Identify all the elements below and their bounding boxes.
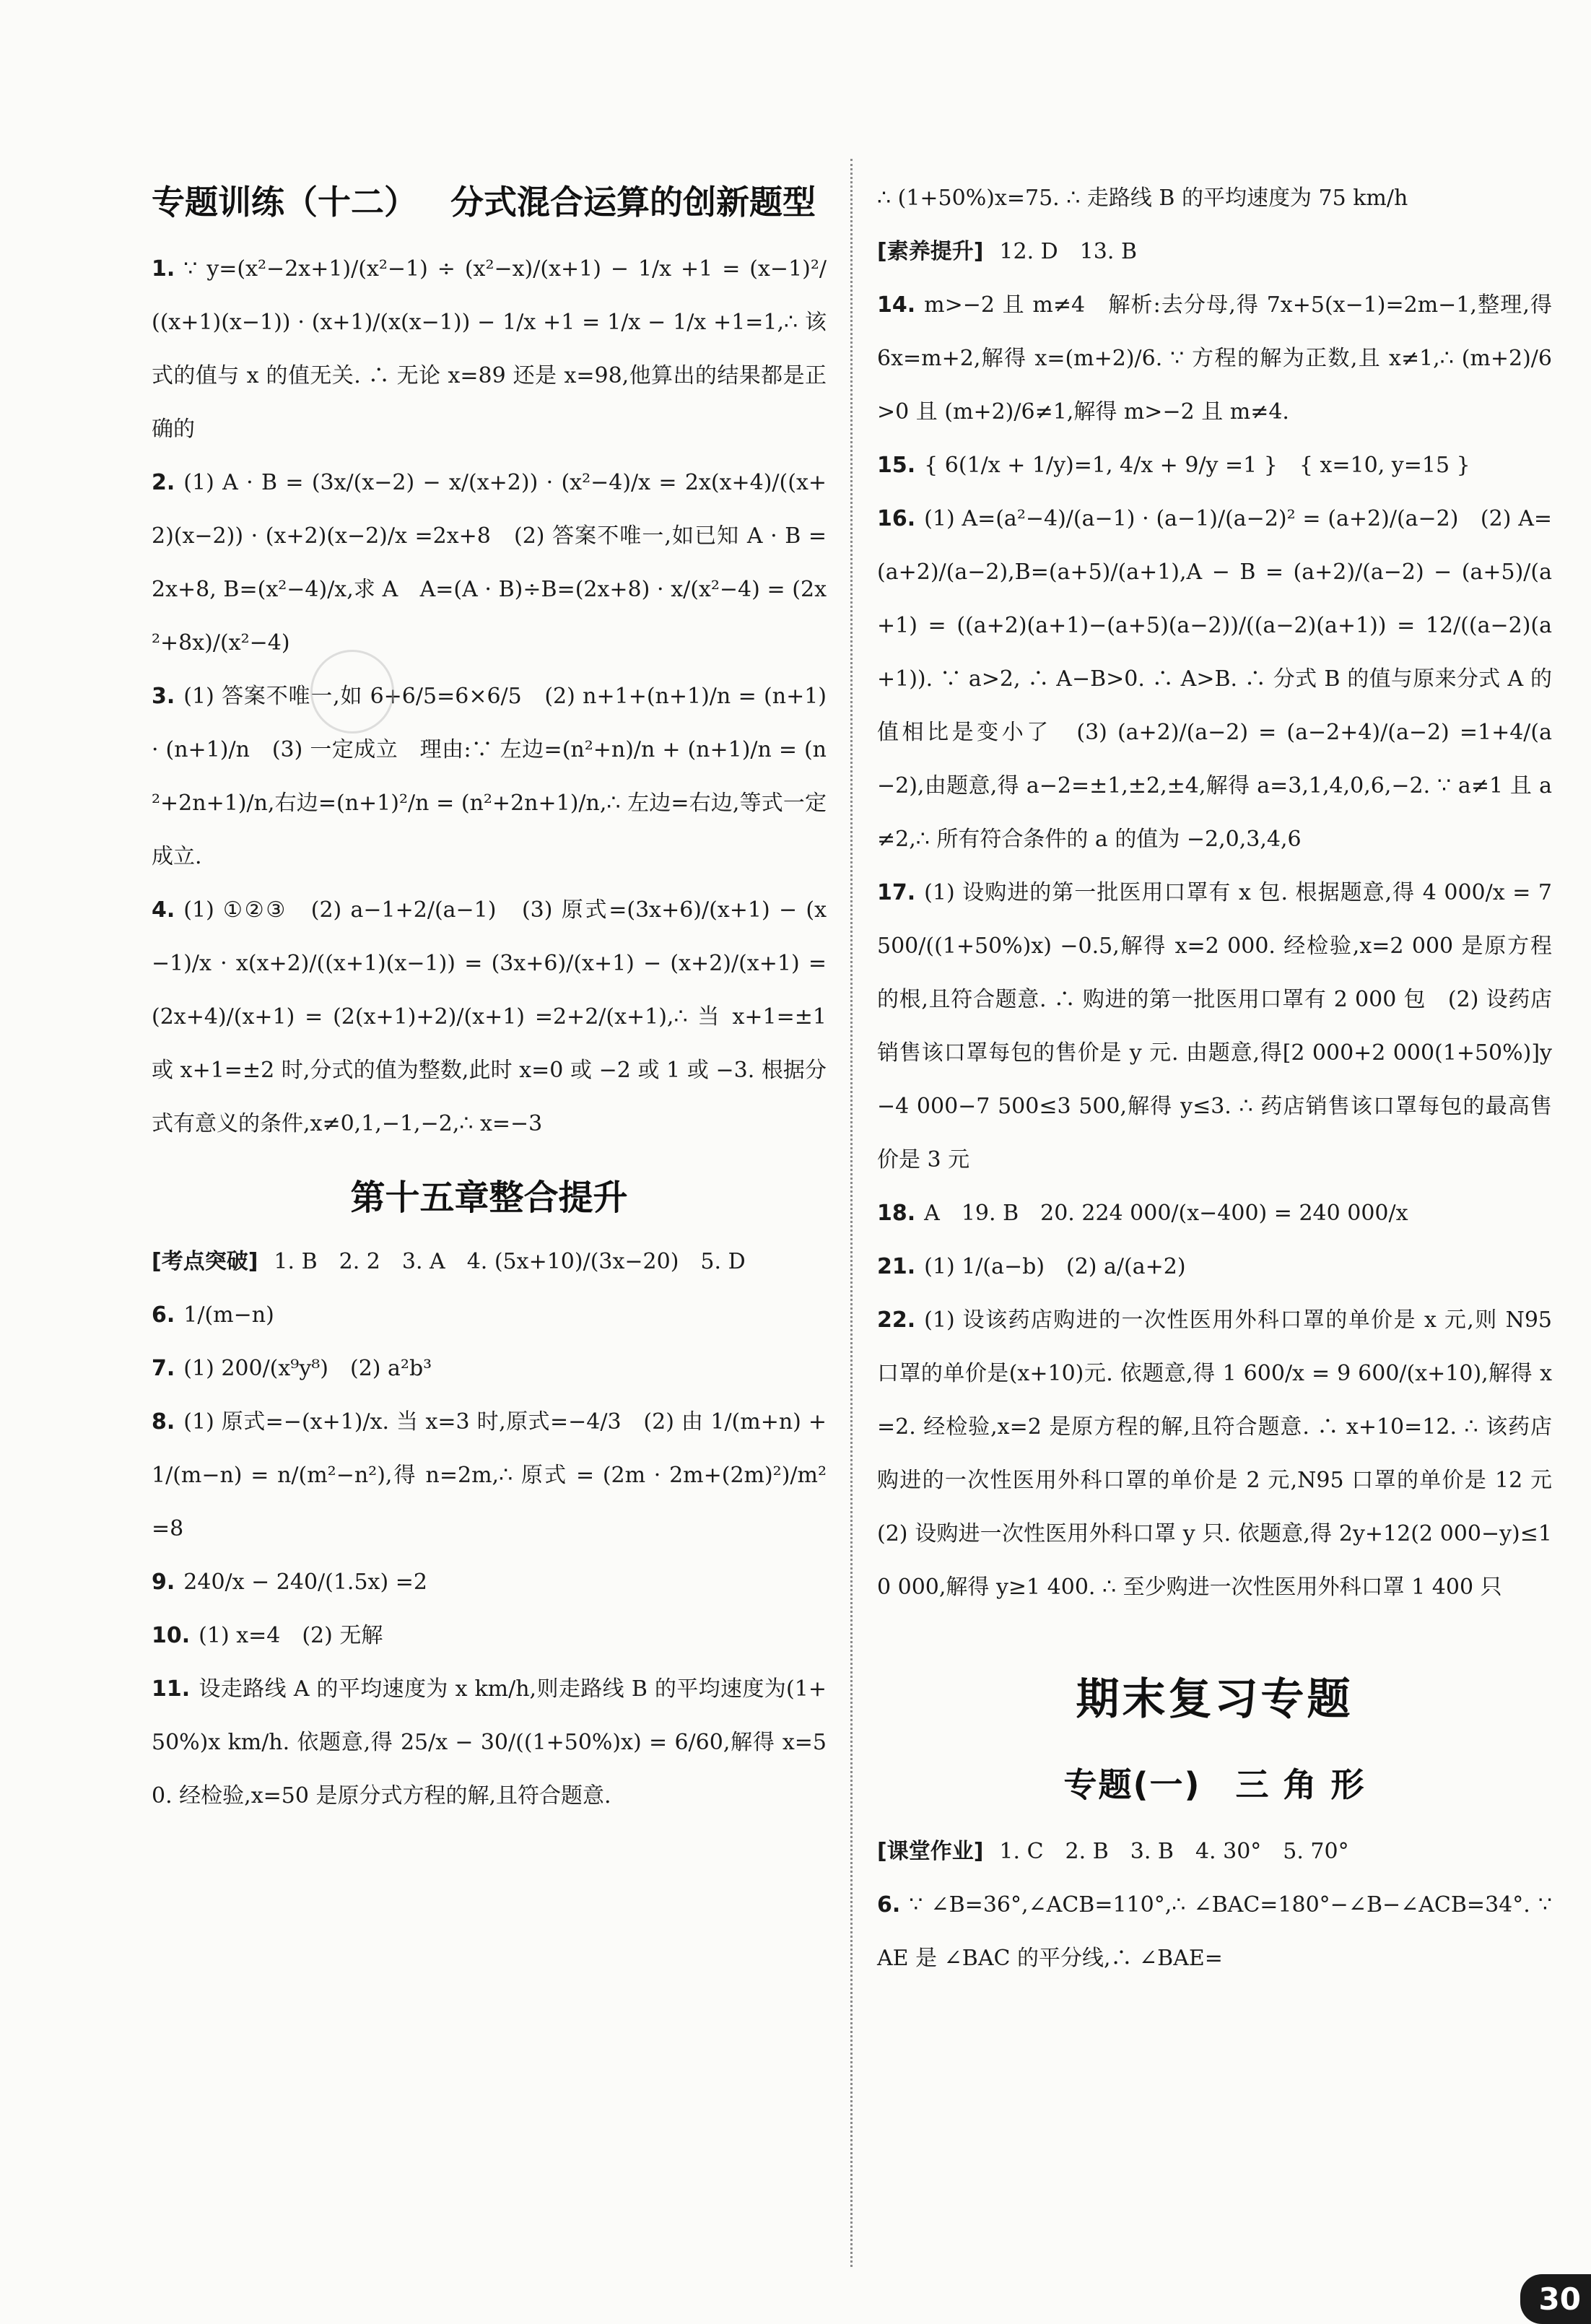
answer-8: 8. (1) 原式=−(x+1)/x. 当 x=3 时,原式=−4/3 (2) 由 1/(m+n) + 1/(m−n) = n/(m²−n²),得 n=2m,∴ 原式 = (2m · 2m+(2m)²)/m² =8 xyxy=(152,1409,827,1541)
section-title-main: 专题训练（十二） xyxy=(152,183,417,222)
answer-10: 10. (1) x=4 (2) 无解 xyxy=(152,1623,383,1648)
answer-9: 9. 240/x − 240/(1.5x) =2 xyxy=(152,1570,427,1595)
answer-18-20: 18. A 19. B 20. 224 000/(x−400) = 240 000/x xyxy=(877,1201,1408,1226)
topic-title: 专题(一) 三 角 形 xyxy=(1063,1765,1366,1804)
answer-14: 14. m>−2 且 m≠4 解析:去分母,得 7x+5(x−1)=2m−1,整理,得 6x=m+2,解得 x=(m+2)/6. ∵ 方程的解为正数,且 x≠1,∴ (m+2)/6>0 且 (m+2)/6≠1,解得 m>−2 且 m≠4. xyxy=(877,292,1552,425)
answer-key-points: [考点突破] 1. B 2. 2 3. A 4. (5x+10)/(3x−20) 5. D xyxy=(152,1249,746,1274)
answer-classwork: [课堂作业] 1. C 2. B 3. B 4. 30° 5. 70° xyxy=(877,1839,1349,1864)
chapter-title: 第十五章整合提升 xyxy=(350,1178,628,1218)
answer-21: 21. (1) 1/(a−b) (2) a/(a+2) xyxy=(877,1254,1186,1279)
right-column xyxy=(877,0,1574,2324)
answer-6: 6. 1/(m−n) xyxy=(152,1302,274,1328)
final-review-title: 期末复习专题 xyxy=(1076,1674,1354,1725)
answer-17: 17. (1) 设购进的第一批医用口罩有 x 包. 根据题意,得 4 000/x = 7 500/((1+50%)x) −0.5,解得 x=2 000. 经检验,x=2 000 是原方程的根,且符合题意. ∴ 购进的第一批医用口罩有 2 000 包 (2) 设药店销售该口罩每包的售价是 y 元. 由题意,得[2 000+2 000(1+50%)]y−4 000−7 500≤3 500,解得 y≤3. ∴ 药店销售该口罩每包的最高售价是 3 元 xyxy=(877,880,1552,1172)
answer-literacy-boost: [素养提升] 12. D 13. B xyxy=(877,239,1138,264)
answer-16: 16. (1) A=(a²−4)/(a−1) · (a−1)/(a−2)² = (a+2)/(a−2) (2) A=(a+2)/(a−2),B=(a+5)/(a+1),A − B = (a+2)/(a−2) − (a+5)/(a+1) = ((a+2)(a+1)−(a+5)(a−2))/((a−2)(a+1)) = 12/((a−2)(a+1)). ∵ a>2, ∴ A−B>0. ∴ A>B. ∴ 分式 B 的值与原来分式 A 的值相比是变小了 (3) (a+2)/(a−2) = (a−2+4)/(a−2) =1+4/(a−2),由题意,得 a−2=±1,±2,±4,解得 a=3,1,4,0,6,−2. ∵ a≠1 且 a≠2,∴ 所有符合条件的 a 的值为 −2,0,3,4,6 xyxy=(877,506,1552,852)
answer-triangle-6: 6. ∵ ∠B=36°,∠ACB=110°,∴ ∠BAC=180°−∠B−∠ACB=34°. ∵ AE 是 ∠BAC 的平分线,∴ ∠BAE= xyxy=(877,1892,1552,1971)
answer-7: 7. (1) 200/(x⁹y⁸) (2) a²b³ xyxy=(152,1356,432,1381)
answer-2: 2. (1) A · B = (3x/(x−2) − x/(x+2)) · (x²−4)/x = 2x(x+4)/((x+2)(x−2)) · (x+2)(x−2)/x =2x+8 (2) 答案不唯一,如已知 A · B = 2x+8, B=(x²−4)/x,求 A A=(A · B)÷B=(2x+8) · x/(x²−4) = (2x²+8x)/(x²−4) xyxy=(152,470,827,656)
section-title xyxy=(152,176,827,224)
answer-11-continued: ∴ (1+50%)x=75. ∴ 走路线 B 的平均速度为 75 km/h xyxy=(877,186,1408,211)
answer-22: 22. (1) 设该药店购进的一次性医用外科口罩的单价是 x 元,则 N95 口罩的单价是(x+10)元. 依题意,得 1 600/x = 9 600/(x+10),解得 x=2. 经检验,x=2 是原方程的解,且符合题意. ∴ x+10=12. ∴ 该药店购进的一次性医用外科口罩的单价是 2 元,N95 口罩的单价是 12 元 (2) 设购进一次性医用外科口罩 y 只. 依题意,得 2y+12(2 000−y)≤10 000,解得 y≥1 400. ∴ 至少购进一次性医用外科口罩 1 400 只 xyxy=(877,1307,1574,1600)
answer-3: 3. (1) 答案不唯一,如 6+6/5=6×6/5 (2) n+1+(n+1)/n = (n+1) · (n+1)/n (3) 一定成立 理由:∵ 左边=(n²+n)/n + (n+1)/n = (n²+2n+1)/n,右边=(n+1)²/n = (n²+2n+1)/n,∴ 左边=右边,等式一定成立. xyxy=(152,684,827,869)
section-title-topic: 分式混合运算的创新题型 xyxy=(450,183,816,222)
answer-4: 4. (1) ①②③ (2) a−1+2/(a−1) (3) 原式=(3x+6)/(x+1) − (x−1)/x · x(x+2)/((x+1)(x−1)) = (3x+6)/(x+1) − (x+2)/(x+1) = (2x+4)/(x+1) = (2(x+1)+2)/(x+1) =2+2/(x+1),∴ 当 x+1=±1 或 x+1=±2 时,分式的值为整数,此时 x=0 或 −2 或 1 或 −3. 根据分式有意义的条件,x≠0,1,−1,−2,∴ x=−3 xyxy=(152,897,827,1136)
stamp-mark xyxy=(310,650,394,734)
column-divider xyxy=(850,159,853,2267)
left-column xyxy=(152,0,827,2324)
answer-11: 11. 设走路线 A 的平均速度为 x km/h,则走路线 B 的平均速度为(1+50%)x km/h. 依题意,得 25/x − 30/((1+50%)x) = 6/60,解得 x=50. 经检验,x=50 是原分式方程的解,且符合题意. xyxy=(152,1676,827,1809)
answer-1: 1. ∵ y=(x²−2x+1)/(x²−1) ÷ (x²−x)/(x+1) − 1/x +1 = (x−1)²/((x+1)(x−1)) · (x+1)/(x(x−1)) − 1/x +1 = 1/x − 1/x +1=1,∴ 该式的值与 x 的值无关. ∴ 无论 x=89 还是 x=98,他算出的结果都是正确的 xyxy=(152,256,827,442)
answer-15: 15. { 6(1/x + 1/y)=1, 4/x + 9/y =1 } { x=10, y=15 } xyxy=(877,453,1470,478)
page-number: 30 xyxy=(1520,2274,1591,2324)
